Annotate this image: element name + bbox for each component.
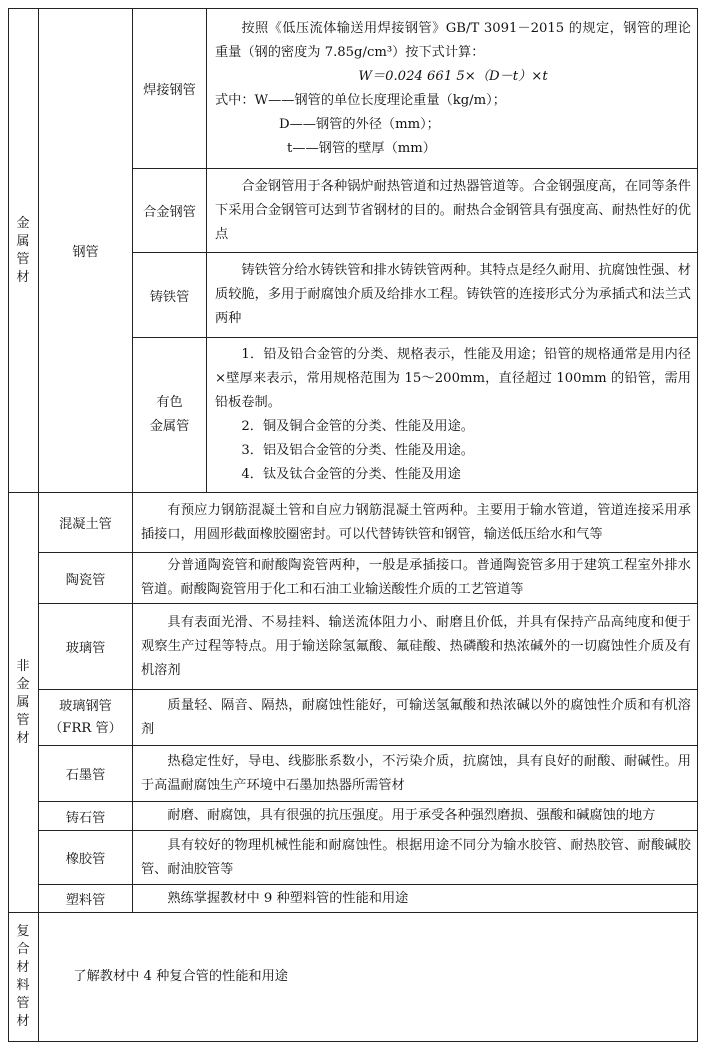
row-composite-desc: 了解教材中 4 种复合管的性能和用途 (73, 969, 288, 984)
row-glass-desc: 具有表面光滑、不易挂料、输送流体阻力小、耐磨且价低，并具有保持产品高纯度和便于观察生产过程等特点。用于输送除氢氟酸、氟硅酸、热磷酸和热浓碱外的一切腐蚀性介质及有机溶剂 (141, 614, 691, 678)
border-bottom (8, 1041, 698, 1042)
row-graphite-name: 石墨管 (65, 768, 106, 783)
category-composite: 复 合 材 料 管 材 (16, 924, 30, 1029)
weight-formula: W＝0.024 661 5×（D－t）×t (358, 68, 548, 84)
row-plastic-desc: 熟练掌握教材中 9 种塑料管的性能和用途 (167, 890, 409, 906)
row-nonferrous-name: 有色 金属管 (149, 395, 190, 434)
category-nonmetal: 非 金 属 管 材 (16, 658, 30, 746)
row-ceramic-name: 陶瓷管 (65, 572, 106, 588)
category-metal: 金 属 管 材 (16, 215, 30, 285)
row-rubber-desc: 具有较好的物理机械性能和耐腐蚀性。根据用途不同分为输水胶管、耐热胶管、耐酸碱胶管、耐油胶管等 (141, 837, 691, 877)
row-frp-name: 玻璃钢管 （FRR 管） (49, 698, 122, 736)
border-right (697, 8, 698, 1042)
row-welded-desc: 按照《低压流体输送用焊接钢管》GB/T 3091－2015 的规定，钢管的理论重量（钢的密度为 7.85g/cm³）按下式计算： W＝0.024 661 5×（D－t）×t 式中：W——钢管的单位长度理论重量（kg/m）； D——钢管的外径（mm）； t——钢管的壁厚（mm） (215, 20, 691, 156)
row-concrete-name: 混凝土管 (59, 517, 112, 532)
row-cast-name: 铸铁管 (149, 289, 190, 305)
row-concrete-desc: 有预应力钢筋混凝土管和自应力钢筋混凝土管两种。主要用于输水管道，管道连接采用承插接口，用圆形截面橡胶圈密封。可以代替铸铁管和钢管，输送低压给水和气等 (141, 502, 691, 542)
row-cast-desc: 铸铁管分给水铸铁管和排水铸铁管两种。其特点是经久耐用、抗腐蚀性强、材质较脆，多用于耐腐蚀介质及给排水工程。铸铁管的连接形式分为承插式和法兰式两种 (215, 263, 691, 326)
row-glass-name: 玻璃管 (65, 641, 106, 656)
row-caststone-desc: 耐磨、耐腐蚀，具有很强的抗压强度。用于承受各种强烈磨损、强酸和碱腐蚀的地方 (167, 808, 656, 823)
row-graphite-desc: 热稳定性好，导电、线膨胀系数小，不污染介质，抗腐蚀，具有良好的耐酸、耐碱性。用于高温耐腐蚀生产环境中石墨加热器所需管材 (141, 753, 691, 793)
row-ceramic-desc: 分普通陶瓷管和耐酸陶瓷管两种，一般是承插接口。普通陶瓷管多用于建筑工程室外排水管道。耐酸陶瓷管用于化工和石油工业输送酸性介质的工艺管道等 (141, 558, 691, 597)
row-alloy-desc: 合金钢管用于各种锅炉耐热管道和过热器管道等。合金钢强度高，在同等条件下采用合金钢管可达到节省钢材的目的。耐热合金钢管具有强度高、耐热性好的优点 (215, 178, 691, 242)
steel-group-label: 钢管 (72, 245, 99, 260)
row-alloy-name: 合金钢管 (143, 205, 196, 220)
row-nonferrous-desc: 1．铅及铅合金管的分类、规格表示，性能及用途；铅管的规格通常是用内径×壁厚来表示，常用规格范围为 15～200mm，直径超过 100mm 的铅管，需用铅板卷制。 2．铜及铜合金管的分类、性能及用途。 3．铝及铝合金管的分类、性能及用途。 4．钛及钛合金管的分类、性能及用途 (215, 347, 691, 482)
row-caststone-name: 铸石管 (65, 810, 106, 826)
row-welded-name: 焊接钢管 (143, 83, 196, 98)
row-frp-desc: 质量轻、隔音、隔热，耐腐蚀性能好，可输送氢氟酸和热浓碱以外的腐蚀性介质和有机溶剂 (141, 697, 691, 737)
row-rubber-name: 橡胶管 (65, 852, 106, 867)
row-plastic-name: 塑料管 (65, 893, 106, 908)
